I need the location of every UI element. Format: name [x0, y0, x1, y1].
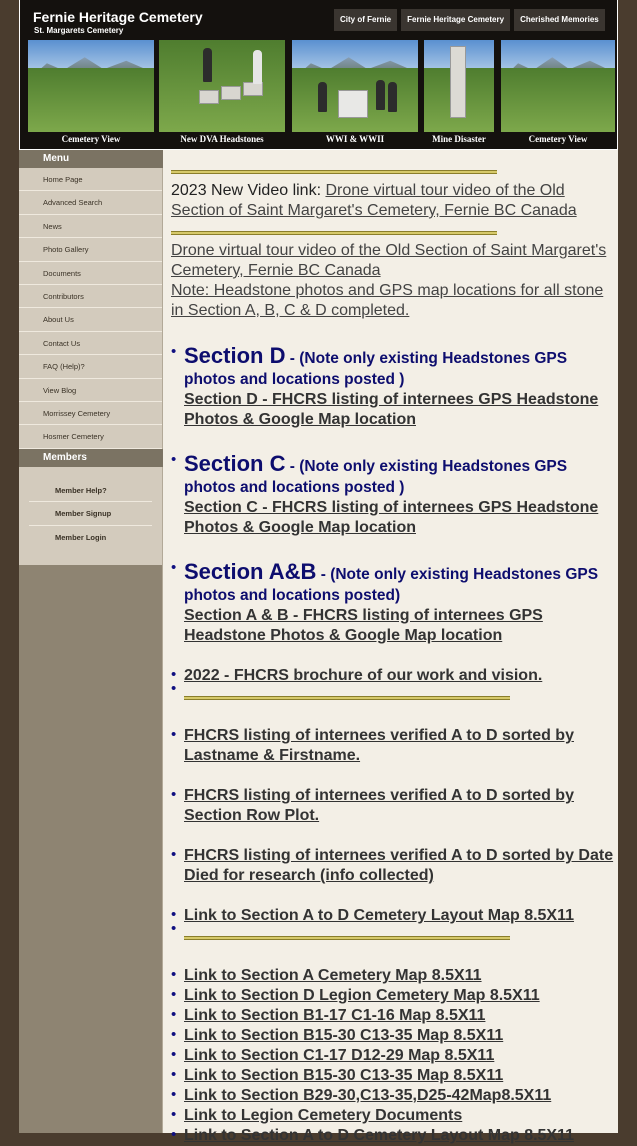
section-ab-link[interactable]: Section A & B - FHCRS listing of internees GPS Headstone Photos & Google Map location — [184, 607, 543, 644]
listing-by-date-link[interactable]: • FHCRS listing of internees verified A to D sorted by Date Died for research (info collected) — [184, 847, 614, 884]
headstone-note-link[interactable]: Note: Headstone photos and GPS map locations for all stone in Section A, B, C & D completed. — [171, 282, 604, 319]
divider — [184, 936, 510, 940]
photo-cemetery-view-2[interactable] — [501, 40, 615, 146]
brochure-link[interactable]: • 2022 - FHCRS brochure of our work and vision. — [184, 667, 543, 684]
site-header — [19, 0, 618, 150]
divider — [171, 170, 497, 174]
menu-item-view-blog[interactable]: View Blog — [19, 379, 162, 402]
section-d-link[interactable]: Section D - FHCRS listing of internees GPS Headstone Photos & Google Map location — [184, 391, 599, 428]
menu-item-morrissey-cemetery[interactable]: Morrissey Cemetery — [19, 402, 162, 425]
sidebar — [19, 150, 163, 1133]
section-c-link[interactable]: Section C - FHCRS listing of internees GPS Headstone Photos & Google Map location — [184, 499, 599, 536]
photo-wwi-wwii[interactable] — [292, 40, 418, 146]
photo-new-dva-headstones[interactable] — [159, 40, 285, 146]
list-item — [171, 559, 615, 646]
list-item — [171, 1106, 615, 1126]
section-d-note: - (Note only existing Headstones GPS photos and locations posted ) — [184, 350, 568, 388]
menu-item-about-us[interactable]: About Us — [19, 308, 162, 331]
list-item — [171, 926, 615, 946]
section-b1-c1-map-link[interactable]: • Link to Section B1-17 C1-16 Map 8.5X11 — [184, 1007, 486, 1024]
section-b29-c13-d25-map-link[interactable]: • Link to Section B29-30,C13-35,D25-42Map8.5X11 — [184, 1087, 552, 1104]
list-item — [171, 666, 615, 686]
list-item — [171, 966, 615, 986]
menu-item-photo-gallery[interactable]: Photo Gallery — [19, 238, 162, 261]
top-nav-fernie-heritage-cemetery[interactable]: Fernie Heritage Cemetery — [401, 9, 510, 31]
list-item — [171, 726, 615, 766]
member-login-link[interactable]: Member Login — [55, 532, 107, 542]
photo-caption: Cemetery View — [501, 132, 615, 146]
drone-video-link[interactable]: Drone virtual tour video of the Old Section of Saint Margaret's Cemetery, Fernie BC Canada — [171, 242, 607, 279]
section-a-map-link[interactable]: • Link to Section A Cemetery Map 8.5X11 — [184, 967, 482, 984]
section-d-legion-map-link[interactable]: • Link to Section D Legion Cemetery Map 8.5X11 — [184, 987, 540, 1004]
section-b15-c13-map-link-2[interactable]: • Link to Section B15-30 C13-35 Map 8.5X11 — [184, 1067, 504, 1084]
section-c-title: Section C — [184, 451, 286, 476]
list-item — [171, 1046, 615, 1066]
main-content — [171, 150, 615, 1146]
list-item — [171, 1026, 615, 1046]
menu-item-hosmer-cemetery[interactable]: Hosmer Cemetery — [19, 425, 162, 448]
page-wrapper — [19, 0, 618, 1144]
section-c-note: - (Note only existing Headstones GPS photos and locations posted ) — [184, 458, 568, 496]
photo-caption: Cemetery View — [28, 132, 154, 146]
video-intro — [171, 181, 615, 221]
section-c1-d12-map-link[interactable]: • Link to Section C1-17 D12-29 Map 8.5X11 — [184, 1047, 495, 1064]
list-item — [171, 1126, 615, 1146]
menu-heading: Menu — [19, 150, 163, 168]
divider — [171, 231, 497, 235]
photo-cemetery-view-1[interactable] — [28, 40, 154, 146]
list-item — [171, 1006, 615, 1026]
section-ab-title: Section A&B — [184, 559, 317, 584]
listing-by-plot-link[interactable]: • FHCRS listing of internees verified A to D sorted by Section Row Plot. — [184, 787, 574, 824]
member-help-link[interactable]: Member Help? — [29, 479, 152, 503]
listing-by-name-link[interactable]: • FHCRS listing of internees verified A to D sorted by Lastname & Firstname. — [184, 727, 574, 764]
menu-list — [19, 168, 162, 449]
list-item — [171, 846, 615, 886]
top-nav-cherished-memories[interactable]: Cherished Memories — [514, 9, 605, 31]
layout-map-link[interactable]: • Link to Section A to D Cemetery Layout Map 8.5X11 — [184, 907, 575, 924]
site-subtitle: St. Margarets Cemetery — [34, 26, 124, 35]
member-signup-link[interactable]: Member Signup — [29, 502, 152, 526]
list-item — [171, 786, 615, 826]
list-item — [171, 343, 615, 430]
video-link[interactable]: Drone virtual tour video of the Old Section of Saint Margaret's Cemetery, Fernie BC Canada — [171, 182, 577, 219]
video-intro-label: 2023 New Video link: — [171, 182, 326, 199]
photo-caption: New DVA Headstones — [159, 132, 285, 146]
top-nav-city-of-fernie[interactable]: City of Fernie — [334, 9, 397, 31]
section-d-title: Section D — [184, 343, 286, 368]
list-item — [171, 1086, 615, 1106]
list-item — [171, 906, 615, 926]
photo-strip — [28, 40, 615, 146]
list-item — [171, 686, 615, 706]
top-nav — [334, 9, 605, 31]
menu-item-contact-us[interactable]: Contact Us — [19, 332, 162, 355]
section-b15-c13-map-link[interactable]: • Link to Section B15-30 C13-35 Map 8.5X11 — [184, 1027, 504, 1044]
menu-item-advanced-search[interactable]: Advanced Search — [19, 191, 162, 214]
menu-item-faq[interactable]: FAQ (Help)? — [19, 355, 162, 378]
legion-documents-link[interactable]: • Link to Legion Cemetery Documents — [184, 1107, 463, 1124]
divider — [184, 696, 510, 700]
photo-caption: Mine Disaster — [424, 132, 494, 146]
members-list — [19, 467, 162, 566]
section-ab-note: - (Note only existing Headstones GPS photos and locations posted) — [184, 566, 599, 604]
members-heading: Members — [19, 449, 163, 467]
photo-caption: WWI & WWII — [292, 132, 418, 146]
menu-item-contributors[interactable]: Contributors — [19, 285, 162, 308]
list-item — [171, 451, 615, 538]
menu-item-documents[interactable]: Documents — [19, 262, 162, 285]
list-item — [171, 986, 615, 1006]
photo-mine-disaster[interactable] — [424, 40, 494, 146]
content-list — [171, 343, 615, 1146]
list-item — [171, 1066, 615, 1086]
layout-map-link-2[interactable]: • Link to Section A to D Cemetery Layout Map 8.5X11 — [184, 1127, 575, 1144]
menu-item-home-page[interactable]: Home Page — [19, 168, 162, 191]
site-title[interactable]: Fernie Heritage Cemetery — [33, 9, 203, 25]
menu-item-news[interactable]: News — [19, 215, 162, 238]
